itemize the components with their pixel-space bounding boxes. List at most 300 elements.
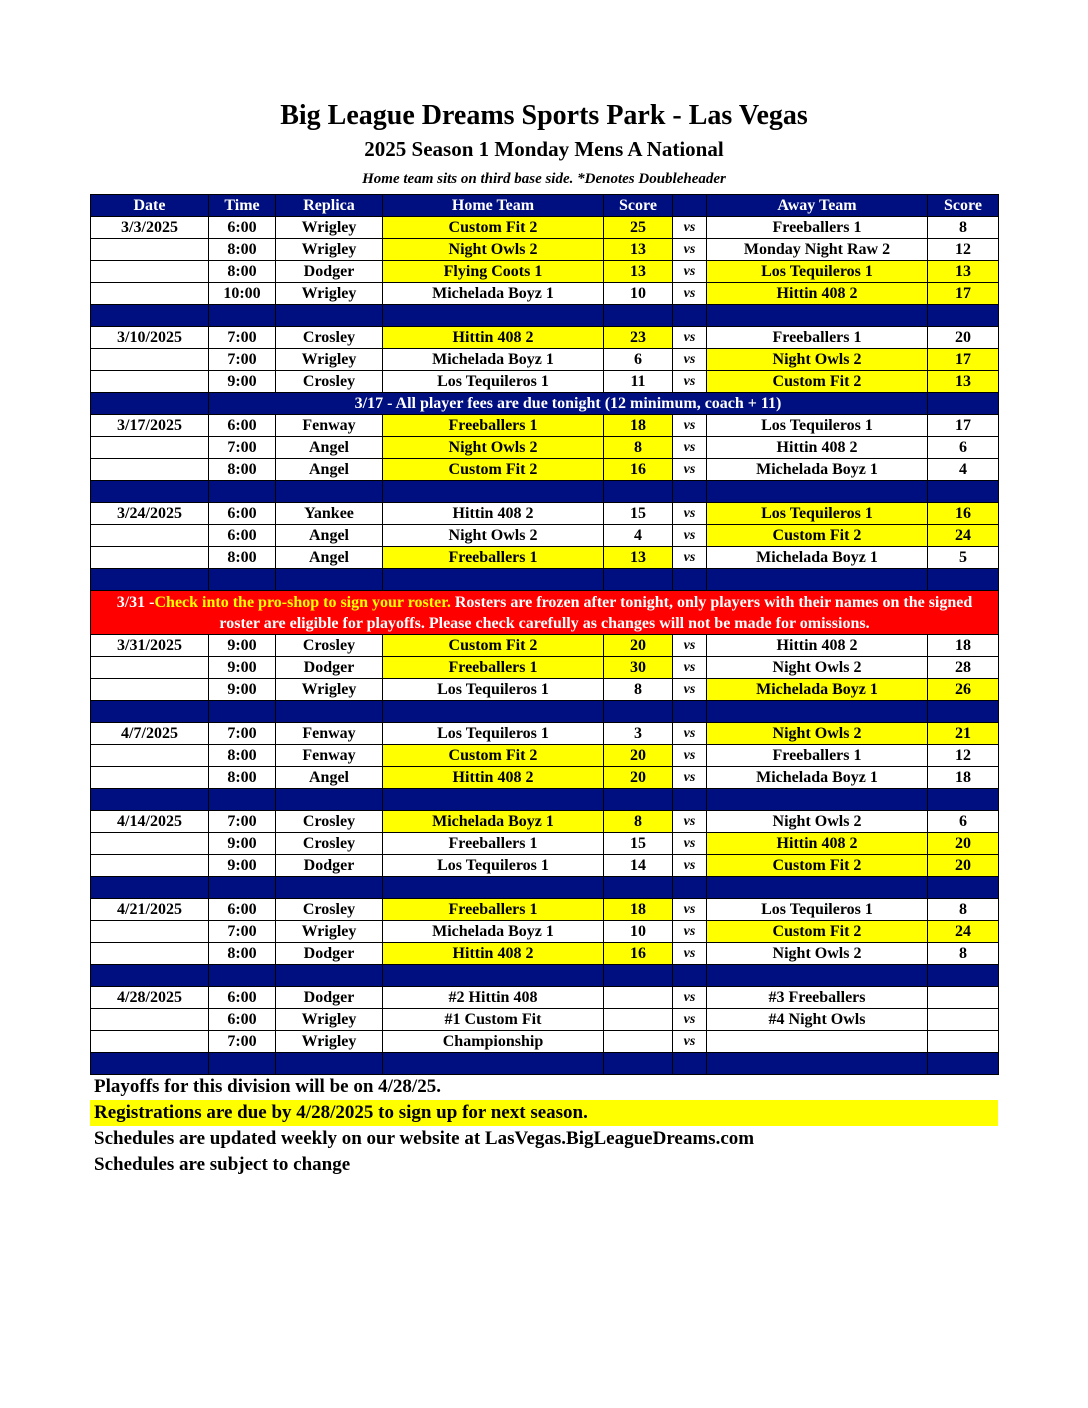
away-team: Michelada Boyz 1 [707, 459, 928, 481]
away-team: Night Owls 2 [707, 811, 928, 833]
game-row [91, 1009, 999, 1031]
separator-cell [673, 481, 707, 503]
separator-cell [928, 701, 999, 723]
game-time: 7:00 [209, 1031, 276, 1053]
home-team: Freeballers 1 [383, 547, 604, 569]
home-score: 4 [604, 525, 673, 547]
vs-label: vs [673, 833, 707, 855]
game-time: 7:00 [209, 327, 276, 349]
away-score: 17 [928, 283, 999, 305]
game-date: 3/31/2025 [91, 635, 209, 657]
game-time: 9:00 [209, 657, 276, 679]
game-row [91, 217, 999, 239]
game-time: 9:00 [209, 371, 276, 393]
separator-cell [209, 877, 276, 899]
away-score: 28 [928, 657, 999, 679]
separator-cell [928, 877, 999, 899]
game-time: 10:00 [209, 283, 276, 305]
away-score: 4 [928, 459, 999, 481]
game-row [91, 547, 999, 569]
away-team: Freeballers 1 [707, 745, 928, 767]
game-time: 8:00 [209, 239, 276, 261]
away-team: Freeballers 1 [707, 217, 928, 239]
game-time: 8:00 [209, 459, 276, 481]
home-score: 23 [604, 327, 673, 349]
away-team: Los Tequileros 1 [707, 261, 928, 283]
away-team: Hittin 408 2 [707, 833, 928, 855]
game-time: 9:00 [209, 855, 276, 877]
away-team: Custom Fit 2 [707, 921, 928, 943]
away-score: 24 [928, 525, 999, 547]
game-row [91, 855, 999, 877]
separator-row [91, 701, 999, 723]
separator-cell [604, 305, 673, 327]
playoffs-note: Playoffs for this division will be on 4/28/25. [94, 1076, 441, 1097]
away-score: 20 [928, 855, 999, 877]
game-time: 8:00 [209, 767, 276, 789]
separator-cell [209, 789, 276, 811]
separator-cell [91, 569, 209, 591]
home-score: 15 [604, 503, 673, 525]
alert-highlight: Check into the pro-shop to sign your roster. [154, 593, 451, 611]
game-time: 7:00 [209, 921, 276, 943]
away-score: 8 [928, 217, 999, 239]
game-date [91, 349, 209, 371]
game-row [91, 833, 999, 855]
separator-cell [383, 569, 604, 591]
away-score: 17 [928, 349, 999, 371]
vs-label: vs [673, 987, 707, 1009]
away-score: 20 [928, 327, 999, 349]
game-row [91, 327, 999, 349]
game-field: Dodger [276, 657, 383, 679]
game-date: 3/3/2025 [91, 217, 209, 239]
game-date [91, 283, 209, 305]
game-row [91, 459, 999, 481]
game-date: 3/24/2025 [91, 503, 209, 525]
separator-cell [91, 481, 209, 503]
vs-label: vs [673, 525, 707, 547]
game-field: Angel [276, 767, 383, 789]
game-row [91, 767, 999, 789]
away-score: 12 [928, 745, 999, 767]
separator-cell [91, 305, 209, 327]
away-team: Freeballers 1 [707, 327, 928, 349]
game-date [91, 833, 209, 855]
game-date [91, 657, 209, 679]
home-score: 13 [604, 547, 673, 569]
separator-cell [604, 965, 673, 987]
separator-cell [383, 1053, 604, 1075]
separator-cell [707, 305, 928, 327]
separator-cell [673, 1053, 707, 1075]
vs-label: vs [673, 811, 707, 833]
game-row [91, 987, 999, 1009]
home-team: Championship [383, 1031, 604, 1053]
game-field: Crosley [276, 371, 383, 393]
vs-label: vs [673, 437, 707, 459]
vs-label: vs [673, 657, 707, 679]
separator-cell [707, 965, 928, 987]
home-score: 14 [604, 855, 673, 877]
page-subtitle: 2025 Season 1 Monday Mens A National [364, 137, 724, 161]
away-score: 13 [928, 261, 999, 283]
separator-cell [673, 569, 707, 591]
away-team: Custom Fit 2 [707, 855, 928, 877]
game-field: Wrigley [276, 1031, 383, 1053]
separator-cell [707, 481, 928, 503]
home-team: Los Tequileros 1 [383, 679, 604, 701]
col-header-away-team: Away Team [707, 195, 928, 217]
away-team: Night Owls 2 [707, 943, 928, 965]
away-team: #3 Freeballers [707, 987, 928, 1009]
game-date [91, 921, 209, 943]
game-field: Yankee [276, 503, 383, 525]
game-row [91, 283, 999, 305]
notice-text: 3/17 - All player fees are due tonight (12 minimum, coach + 11) [209, 393, 928, 415]
separator-row [91, 481, 999, 503]
separator-cell [673, 877, 707, 899]
away-team: #4 Night Owls [707, 1009, 928, 1031]
home-score [604, 987, 673, 1009]
home-team: Custom Fit 2 [383, 217, 604, 239]
game-row [91, 679, 999, 701]
away-score: 26 [928, 679, 999, 701]
home-team: Michelada Boyz 1 [383, 921, 604, 943]
table-header-row [91, 195, 999, 217]
separator-cell [928, 569, 999, 591]
away-score: 6 [928, 811, 999, 833]
vs-label: vs [673, 283, 707, 305]
separator-cell [673, 305, 707, 327]
game-field: Angel [276, 437, 383, 459]
separator-cell [383, 701, 604, 723]
vs-label: vs [673, 635, 707, 657]
away-score: 6 [928, 437, 999, 459]
away-team: Los Tequileros 1 [707, 899, 928, 921]
game-field: Fenway [276, 415, 383, 437]
col-header-home-score: Score [604, 195, 673, 217]
game-time: 7:00 [209, 811, 276, 833]
game-date: 3/17/2025 [91, 415, 209, 437]
game-date [91, 459, 209, 481]
separator-cell [209, 965, 276, 987]
col-header-date: Date [91, 195, 209, 217]
away-team: Hittin 408 2 [707, 283, 928, 305]
col-header-vs [673, 195, 707, 217]
game-field: Fenway [276, 745, 383, 767]
game-row [91, 371, 999, 393]
home-team: Michelada Boyz 1 [383, 811, 604, 833]
game-field: Wrigley [276, 283, 383, 305]
game-time: 9:00 [209, 635, 276, 657]
separator-cell [604, 877, 673, 899]
away-score [928, 1031, 999, 1053]
away-score: 5 [928, 547, 999, 569]
away-score: 24 [928, 921, 999, 943]
away-score: 13 [928, 371, 999, 393]
separator-cell [209, 569, 276, 591]
home-team: Freeballers 1 [383, 833, 604, 855]
home-team: Hittin 408 2 [383, 327, 604, 349]
home-team: Hittin 408 2 [383, 943, 604, 965]
col-header-time: Time [209, 195, 276, 217]
separator-cell [707, 569, 928, 591]
game-field: Dodger [276, 987, 383, 1009]
game-field: Angel [276, 525, 383, 547]
schedule-table [90, 194, 999, 1075]
vs-label: vs [673, 503, 707, 525]
home-team: Hittin 408 2 [383, 503, 604, 525]
vs-label: vs [673, 921, 707, 943]
alert-row [91, 591, 999, 635]
game-date: 3/10/2025 [91, 327, 209, 349]
separator-cell [276, 569, 383, 591]
vs-label: vs [673, 349, 707, 371]
home-team: Freeballers 1 [383, 657, 604, 679]
separator-cell [928, 789, 999, 811]
separator-cell [91, 1053, 209, 1075]
game-field: Wrigley [276, 679, 383, 701]
away-score: 8 [928, 943, 999, 965]
game-time: 6:00 [209, 899, 276, 921]
separator-cell [928, 305, 999, 327]
away-team: Los Tequileros 1 [707, 503, 928, 525]
home-score [604, 1009, 673, 1031]
home-team: Los Tequileros 1 [383, 723, 604, 745]
home-team: Night Owls 2 [383, 525, 604, 547]
game-date: 4/7/2025 [91, 723, 209, 745]
game-time: 6:00 [209, 503, 276, 525]
game-date [91, 943, 209, 965]
home-team: #2 Hittin 408 [383, 987, 604, 1009]
alert-rest: Rosters are frozen after tonight, only players with their names on the signed roster are eligible for playoffs. Please check carefully as changes will not be made for omissions. [219, 593, 973, 632]
home-score: 20 [604, 745, 673, 767]
away-score [928, 1009, 999, 1031]
alert-prefix: 3/31 - [116, 593, 155, 611]
game-field: Wrigley [276, 349, 383, 371]
game-date [91, 371, 209, 393]
game-time: 7:00 [209, 723, 276, 745]
vs-label: vs [673, 547, 707, 569]
separator-cell [604, 569, 673, 591]
vs-label: vs [673, 459, 707, 481]
separator-row [91, 1053, 999, 1075]
separator-cell [91, 701, 209, 723]
game-date [91, 525, 209, 547]
away-score: 12 [928, 239, 999, 261]
game-time: 9:00 [209, 679, 276, 701]
separator-cell [276, 789, 383, 811]
away-team: Night Owls 2 [707, 723, 928, 745]
game-time: 7:00 [209, 437, 276, 459]
game-field: Dodger [276, 943, 383, 965]
home-score: 25 [604, 217, 673, 239]
game-time: 8:00 [209, 745, 276, 767]
away-team: Custom Fit 2 [707, 525, 928, 547]
away-team: Michelada Boyz 1 [707, 679, 928, 701]
game-time: 6:00 [209, 987, 276, 1009]
separator-cell [673, 789, 707, 811]
separator-cell [604, 481, 673, 503]
separator-cell [276, 1053, 383, 1075]
separator-row [91, 789, 999, 811]
separator-cell [209, 481, 276, 503]
game-field: Dodger [276, 855, 383, 877]
website-note: Schedules are updated weekly on our website at LasVegas.BigLeagueDreams.com [94, 1128, 755, 1149]
game-row [91, 723, 999, 745]
vs-label: vs [673, 679, 707, 701]
page-title: Big League Dreams Sports Park - Las Vegas [280, 100, 808, 131]
separator-cell [928, 1053, 999, 1075]
game-time: 6:00 [209, 1009, 276, 1031]
game-date [91, 679, 209, 701]
separator-cell [604, 701, 673, 723]
game-row [91, 745, 999, 767]
away-team [707, 1031, 928, 1053]
separator-row [91, 965, 999, 987]
game-row [91, 503, 999, 525]
home-score: 13 [604, 261, 673, 283]
game-field: Fenway [276, 723, 383, 745]
away-team: Custom Fit 2 [707, 371, 928, 393]
game-row [91, 921, 999, 943]
game-date: 4/28/2025 [91, 987, 209, 1009]
game-time: 8:00 [209, 547, 276, 569]
vs-label: vs [673, 723, 707, 745]
vs-label: vs [673, 745, 707, 767]
game-field: Crosley [276, 833, 383, 855]
away-team: Night Owls 2 [707, 657, 928, 679]
separator-cell [383, 965, 604, 987]
home-team: Night Owls 2 [383, 239, 604, 261]
vs-label: vs [673, 767, 707, 789]
col-header-home-team: Home Team [383, 195, 604, 217]
home-score: 20 [604, 635, 673, 657]
separator-cell [383, 481, 604, 503]
game-row [91, 657, 999, 679]
separator-cell [707, 877, 928, 899]
game-date [91, 239, 209, 261]
home-score: 16 [604, 459, 673, 481]
separator-cell [673, 701, 707, 723]
separator-cell [91, 789, 209, 811]
game-date: 4/14/2025 [91, 811, 209, 833]
separator-cell [276, 305, 383, 327]
home-score: 13 [604, 239, 673, 261]
vs-label: vs [673, 239, 707, 261]
away-score: 8 [928, 899, 999, 921]
separator-cell [707, 701, 928, 723]
vs-label: vs [673, 261, 707, 283]
home-team: Night Owls 2 [383, 437, 604, 459]
away-score: 18 [928, 635, 999, 657]
separator-row [91, 877, 999, 899]
home-score: 20 [604, 767, 673, 789]
vs-label: vs [673, 1031, 707, 1053]
home-team: Michelada Boyz 1 [383, 349, 604, 371]
separator-cell [604, 789, 673, 811]
separator-cell [707, 789, 928, 811]
game-time: 6:00 [209, 415, 276, 437]
separator-cell [383, 789, 604, 811]
game-field: Wrigley [276, 239, 383, 261]
home-score: 10 [604, 283, 673, 305]
game-date [91, 547, 209, 569]
game-date: 4/21/2025 [91, 899, 209, 921]
game-time: 7:00 [209, 349, 276, 371]
separator-cell [928, 481, 999, 503]
game-date [91, 767, 209, 789]
separator-cell [707, 1053, 928, 1075]
away-score: 16 [928, 503, 999, 525]
away-score: 18 [928, 767, 999, 789]
home-score: 18 [604, 899, 673, 921]
home-team: Freeballers 1 [383, 899, 604, 921]
away-team: Michelada Boyz 1 [707, 767, 928, 789]
separator-cell [673, 965, 707, 987]
game-field: Crosley [276, 327, 383, 349]
separator-cell [91, 393, 209, 415]
away-team: Monday Night Raw 2 [707, 239, 928, 261]
separator-cell [276, 481, 383, 503]
separator-cell [604, 1053, 673, 1075]
separator-cell [209, 305, 276, 327]
home-score: 8 [604, 811, 673, 833]
col-header-replica: Replica [276, 195, 383, 217]
game-row [91, 437, 999, 459]
separator-cell [276, 877, 383, 899]
away-score: 17 [928, 415, 999, 437]
separator-cell [209, 701, 276, 723]
vs-label: vs [673, 371, 707, 393]
separator-row [91, 305, 999, 327]
game-date [91, 1009, 209, 1031]
game-date [91, 855, 209, 877]
home-team: Custom Fit 2 [383, 459, 604, 481]
game-row [91, 349, 999, 371]
home-score: 18 [604, 415, 673, 437]
separator-row [91, 569, 999, 591]
home-score: 15 [604, 833, 673, 855]
schedule-note: Home team sits on third base side. *Denotes Doubleheader [362, 171, 726, 187]
game-field: Angel [276, 459, 383, 481]
game-date [91, 745, 209, 767]
home-score: 30 [604, 657, 673, 679]
game-field: Crosley [276, 811, 383, 833]
vs-label: vs [673, 943, 707, 965]
home-team: Michelada Boyz 1 [383, 283, 604, 305]
away-team: Los Tequileros 1 [707, 415, 928, 437]
game-time: 6:00 [209, 525, 276, 547]
home-team: Hittin 408 2 [383, 767, 604, 789]
away-team: Michelada Boyz 1 [707, 547, 928, 569]
game-row [91, 899, 999, 921]
col-header-away-score: Score [928, 195, 999, 217]
disclaimer-note: Schedules are subject to change [94, 1154, 351, 1175]
home-score: 10 [604, 921, 673, 943]
notice-row [91, 393, 999, 415]
separator-cell [91, 965, 209, 987]
home-score: 3 [604, 723, 673, 745]
home-team: Los Tequileros 1 [383, 855, 604, 877]
game-field: Angel [276, 547, 383, 569]
game-row [91, 525, 999, 547]
game-row [91, 635, 999, 657]
away-team: Hittin 408 2 [707, 635, 928, 657]
separator-cell [928, 965, 999, 987]
game-time: 9:00 [209, 833, 276, 855]
